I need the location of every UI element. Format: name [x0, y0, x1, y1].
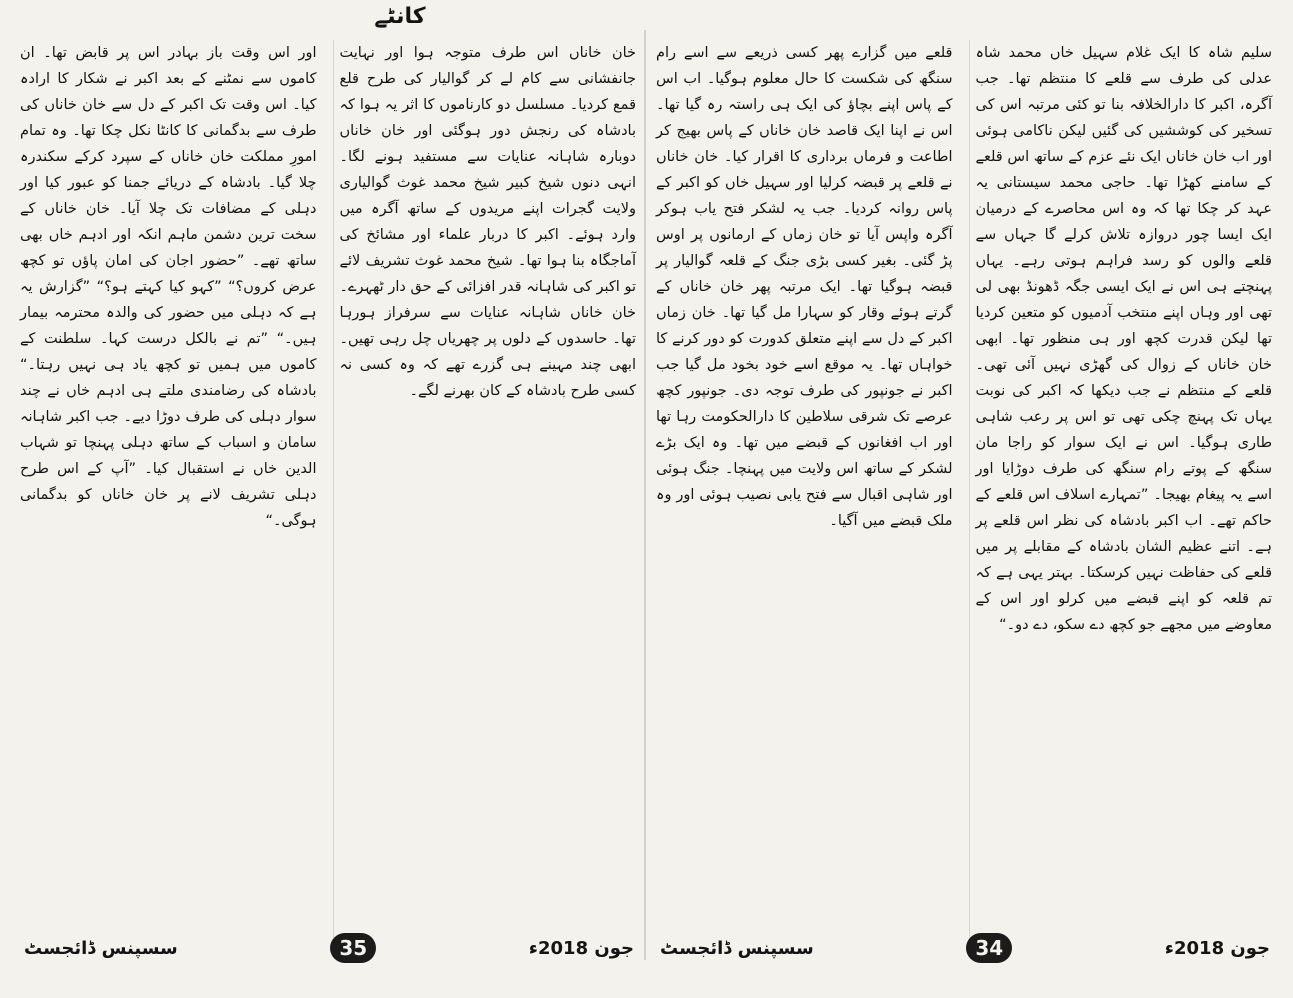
right-footer-magazine-name: سسپنس ڈائجسٹ — [660, 937, 814, 959]
right-page-column-1-text: سلیم شاہ کا ایک غلام سہیل خاں محمد شاہ عدلی کی طرف سے قلعے کا منتظم تھا۔ جب آگرہ، اکبر کا دارالخلافہ بنا تو کئی مرتبہ اس کی تسخیر کی کوششیں کی گئیں لیکن ناکامی ہوئی اور اب خان خاناں ایک نئے عزم کے ساتھ اس قلعے کے سامنے کھڑا تھا۔ حاجی محمد سیستانی یہ عہد کر چکا تھا کہ وہ اس محاصرے کے درمیان ایک ایسا چور دروازہ تلاش کرلے گا جہاں سے قلعے والوں کو رسد فراہم ہوتی رہے۔ یہاں پہنچتے ہی اس نے ایک ایسی جگہ ڈھونڈ بھی لی تھی اور وہاں اپنے منتخب آدمیوں کو متعین کردیا تھا لیکن قدرت کچھ اور ہی منظور تھا۔ ابھی خان خاناں کے زوال کی گھڑی نہیں آئی تھی۔ قلعے کے منتظم نے جب دیکھا کہ اکبر کی نوبت یہاں تک پہنچ چکی تھی تو اس پر رعب شاہی طاری ہوگیا۔ اس نے ایک سوار کو راجا مان سنگھ کے پوتے رام سنگھ کی طرف دوڑایا اور اسے یہ پیغام بھیجا۔ ”تمہارے اسلاف اس قلعے کے حاکم تھے۔ اب اکبر بادشاہ کی نظر اس قلعے پر ہے۔ اتنے عظیم الشان بادشاہ کے مقابلے پر میں قلعے کی حفاظت نہیں کرسکتا۔ بہتر یہی ہے کہ تم قلعہ کو اپنے قبضے میں کرلو اور اس کے معاوضے میں مجھے جو کچھ دے سکو، دے دو۔“ — [975, 45, 1272, 633]
left-footer-date: جون 2018ء — [528, 937, 634, 959]
right-page-footer — [660, 928, 1270, 968]
right-footer-date: جون 2018ء — [1164, 937, 1270, 959]
left-footer-magazine-name: سسپنس ڈائجسٹ — [24, 937, 178, 959]
left-page-column-2-text: اور اس وقت باز بہادر اس پر قابض تھا۔ ان کاموں سے نمٹنے کے بعد اکبر نے شکار کا ارادہ کیا۔ اس وقت تک اکبر کے دل سے خان خاناں کی طرف سے بدگمانی کا کانٹا نکل چکا تھا۔ وہ تمام امورِ مملکت خان خاناں کے سپرد کرکے سکندرہ چلا گیا۔ بادشاہ کے دریائے جمنا کو عبور کیا اور دہلی کے مضافات تک چلا آیا۔ خان خاناں کے سخت ترین دشمن ماہم انکہ اور ادہم خاں بھی ساتھ تھے۔ ”حضور اجان کی امان پاؤں تو کچھ عرض کروں؟“ ”کہو کیا کہتے ہو؟“ ”گزارش یہ ہے کہ دہلی میں حضور کی والدہ محترمہ بیمار ہیں۔“ ”تم نے بالکل درست کہا۔ سلطنت کے کاموں میں ہمیں تو کچھ یاد ہی نہیں رہتا۔“ بادشاہ کی رضامندی ملتے ہی ادہم خاں نے چند سوار دہلی کی طرف دوڑا دیے۔ جب اکبر شاہانہ سامان و اسباب کے ساتھ دہلی پہنچا تو شہاب الدین خاں نے استقبال کیا۔ ”آپ کے اس طرح دہلی تشریف لانے پر خان خاناں کو بدگمانی ہوگی۔“ — [20, 45, 317, 529]
left-page — [14, 40, 642, 938]
left-page-column-1 — [333, 40, 643, 938]
right-page-column-2-text: قلعے میں گزارے پھر کسی ذریعے سے اسے رام سنگھ کی شکست کا حال معلوم ہوگیا۔ اب اس کے پاس اپنے بچاؤ کی ایک ہی راستہ رہ گیا تھا۔ اس نے اپنا ایک قاصد خان خاناں کے پاس بھیج کر اطاعت و فرماں برداری کا اقرار کیا۔ خان خاناں نے قلعے پر قبضہ کرلیا اور سہیل خاں کو اکبر کے پاس روانہ کردیا۔ جب یہ لشکر فتح یاب ہوکر آگرہ واپس آیا تو خان زماں کے ارمانوں پر اوس پڑ گئی۔ بغیر کسی بڑی جنگ کے قلعہ گوالیار پر قبضہ ہوگیا تھا۔ ایک مرتبہ پھر خان خاناں کے گرتے ہوئے وقار کو سہارا مل گیا تھا۔ خان زماں اکبر کے دل سے اپنے متعلق کدورت کو دور کرنے کا خواہاں تھا۔ یہ موقع اسے خود بخود مل گیا جب اکبر نے جونپور کی طرف توجہ دی۔ جونپور کچھ عرصے تک شرقی سلاطین کا دارالحکومت رہا تھا اور اب افغانوں کے قبضے میں تھا۔ وہ ایک بڑے لشکر کے ساتھ اس ولایت میں پہنچا۔ جنگ ہوئی اور شاہی اقبال سے فتح یابی نصیب ہوئی اور وہ ملک قبضے میں آگیا۔ — [656, 45, 953, 529]
left-page-column-1-text: خان خاناں اس طرف متوجہ ہوا اور نہایت جانفشانی سے کام لے کر گوالیار کی طرح قلع قمع کردیا۔ مسلسل دو کارناموں کا اثر یہ ہوا کہ بادشاہ کی رنجش دور ہوگئی اور خان خاناں دوبارہ شاہانہ عنایات سے مستفید ہونے لگا۔ انہی دنوں شیخ کبیر شیخ محمد غوث گوالیاری ولایت گجرات اپنے مریدوں کے ساتھ آگرہ میں وارد ہوئے۔ اکبر کا دربار علماء اور مشائخ کی آماجگاہ بنا ہوا تھا۔ شیخ محمد غوث تشریف لائے تو اکبر کی شاہانہ قدر افزائی کے حق دار ٹھہرے۔ خان خاناں شاہانہ عنایات سے سرفراز ہورہا تھا۔ حاسدوں کے دلوں پر چھریاں چل رہی تھیں۔ ابھی چند مہینے ہی گزرے تھے کہ وہ کسی نہ کسی طرح بادشاہ کے کان بھرنے لگے۔ — [339, 45, 636, 399]
right-page-column-2 — [650, 40, 959, 938]
page-header-title: کانٹے — [374, 4, 426, 29]
right-footer-page-number: 34 — [966, 933, 1012, 963]
right-page — [650, 40, 1278, 938]
right-page-column-1 — [969, 40, 1279, 938]
left-footer-page-number: 35 — [330, 933, 376, 963]
page-gutter — [644, 30, 646, 960]
left-page-column-2 — [14, 40, 323, 938]
left-page-footer — [24, 928, 634, 968]
